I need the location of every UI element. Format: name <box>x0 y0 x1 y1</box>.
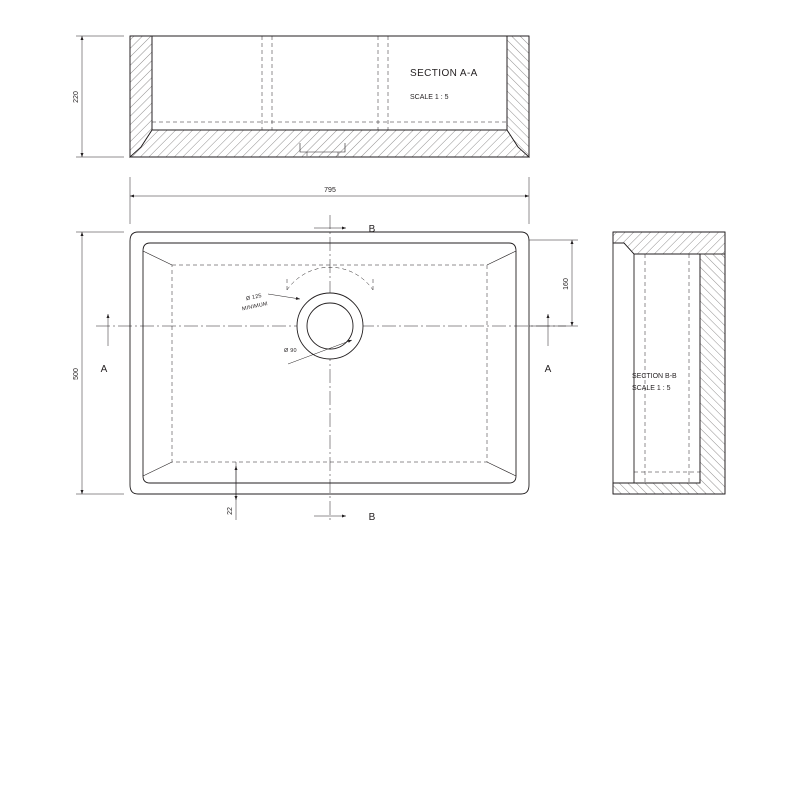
section-aa-scale: SCALE 1 : 5 <box>410 94 449 101</box>
dim-125-label: Ø 125 <box>245 293 263 303</box>
section-mark-b-bottom-label: B <box>368 512 376 523</box>
dim-22-label: 22 <box>227 507 234 515</box>
view-section-aa <box>73 36 529 157</box>
dim-125-note: MINIMUM <box>241 301 269 313</box>
plan-outer-rim <box>130 232 529 494</box>
dim-220-label: 220 <box>73 91 80 103</box>
plan-corner-br <box>487 462 516 476</box>
plan-corner-tr <box>487 251 516 265</box>
section-mark-a-left-label: A <box>100 364 108 375</box>
section-aa-title: SECTION A-A <box>410 68 478 79</box>
section-bb-title: SECTION B-B <box>632 373 677 380</box>
dim-500-label: 500 <box>73 368 80 380</box>
plan-corner-bl <box>143 462 172 476</box>
section-bb-top-hatch <box>613 232 725 254</box>
section-bb-scale: SCALE 1 : 5 <box>632 385 671 392</box>
dim-90-label: Ø 90 <box>284 348 297 354</box>
section-aa-base-hatch <box>130 130 529 157</box>
section-mark-b-top-label: B <box>368 224 376 235</box>
dim-795-label: 795 <box>324 187 336 194</box>
dim-160-label: 160 <box>563 278 570 290</box>
plan-corner-tl <box>143 251 172 265</box>
dim-125-leader <box>268 294 300 299</box>
plan-inner-rim <box>143 243 516 483</box>
section-mark-a-right-label: A <box>544 364 552 375</box>
view-plan <box>73 177 578 523</box>
view-section-bb <box>613 232 725 494</box>
